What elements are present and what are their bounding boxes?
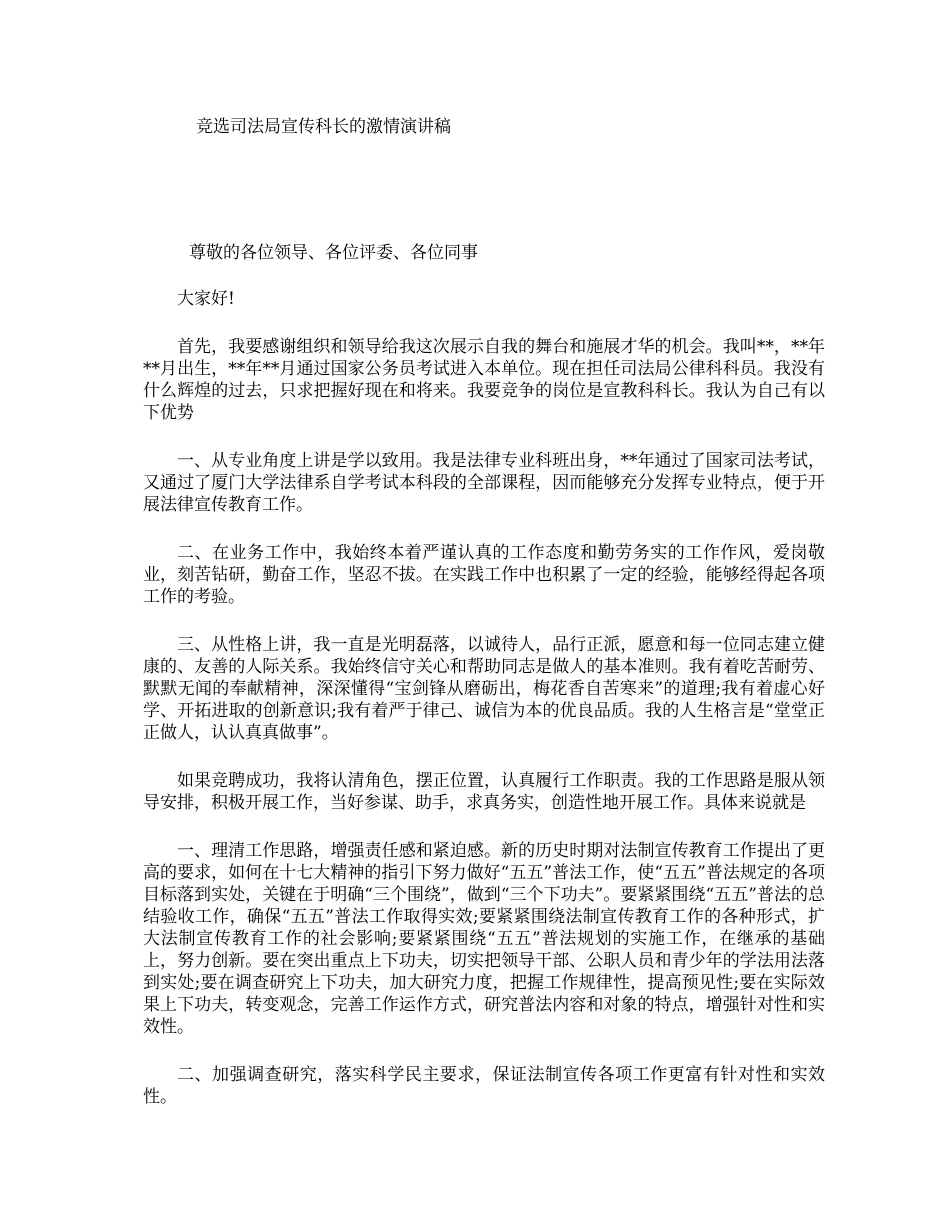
intro-paragraph: 首先，我要感谢组织和领导给我这次展示自我的舞台和施展才华的机会。我叫**，**年**月出生，**年**月通过国家公务员考试进入本单位。现在担任司法局公律科科员。我没有什么辉煌的过去，只求把握好现在和将来。我要竞争的岗位是宣教科科长。我认为自己有以下优势 bbox=[143, 337, 825, 423]
document-title: 竞选司法局宣传科长的激情演讲稿 bbox=[196, 117, 451, 137]
advantage-paragraph-1: 一、从专业角度上讲是学以致用。我是法律专业科班出身，**年通过了国家司法考试，又通过了厦门大学法律系自学考试本科段的全部课程，因而能够充分发挥专业特点，便于开展法律宣传教育工作。 bbox=[143, 451, 825, 515]
plan-paragraph-1: 一、理清工作思路，增强责任感和紧迫感。新的历史时期对法制宣传教育工作提出了更高的要求，如何在十七大精神的指引下努力做好“五五”普法工作，使“五五”普法规定的各项目标落到实处，关键在于明确“三个围绕”，做到“三个下功夫”。要紧紧围绕“五五”普法的总结验收工作，确保“五五”普法工作取得实效;要紧紧围绕法制宣传教育工作的各种形式，扩大法制宣传教育工作的社会影响;要紧紧围绕“五五”普法规划的实施工作，在继承的基础上，努力创新。要在突出重点上下功夫，切实把领导干部、公职人员和青少年的学法用法落到实处;要在调查研究上下功夫，加大研究力度，把握工作规律性，提高预见性;要在实际效果上下功夫，转变观念，完善工作运作方式，研究普法内容和对象的特点，增强针对性和实效性。 bbox=[143, 841, 825, 1037]
plan-paragraph-2: 二、加强调查研究，落实科学民主要求，保证法制宣传各项工作更富有针对性和实效性。 bbox=[143, 1065, 825, 1107]
greeting-paragraph: 大家好! bbox=[177, 289, 235, 309]
document-body bbox=[143, 242, 825, 1134]
plan-intro-paragraph: 如果竞聘成功，我将认清角色，摆正位置，认真履行工作职责。我的工作思路是服从领导安排，积极开展工作，当好参谋、助手，求真务实，创造性地开展工作。具体来说就是 bbox=[143, 771, 825, 813]
advantage-paragraph-3: 三、从性格上讲，我一直是光明磊落，以诚待人，品行正派，愿意和每一位同志建立健康的、友善的人际关系。我始终信守关心和帮助同志是做人的基本准则。我有着吃苦耐劳、默默无闻的奉献精神，深深懂得“宝剑锋从磨砺出，梅花香自苦寒来”的道理;我有着虚心好学、开拓进取的创新意识;我有着严于律己、诚信为本的优良品质。我的人生格言是“堂堂正正做人，认认真真做事”。 bbox=[143, 635, 825, 743]
salutation-paragraph: 尊敬的各位领导、各位评委、各位同事 bbox=[189, 243, 478, 263]
advantage-paragraph-2: 二、在业务工作中，我始终本着严谨认真的工作态度和勤劳务实的工作作风，爱岗敬业，刻苦钻研，勤奋工作，坚忍不拔。在实践工作中也积累了一定的经验，能够经得起各项工作的考验。 bbox=[143, 543, 825, 607]
